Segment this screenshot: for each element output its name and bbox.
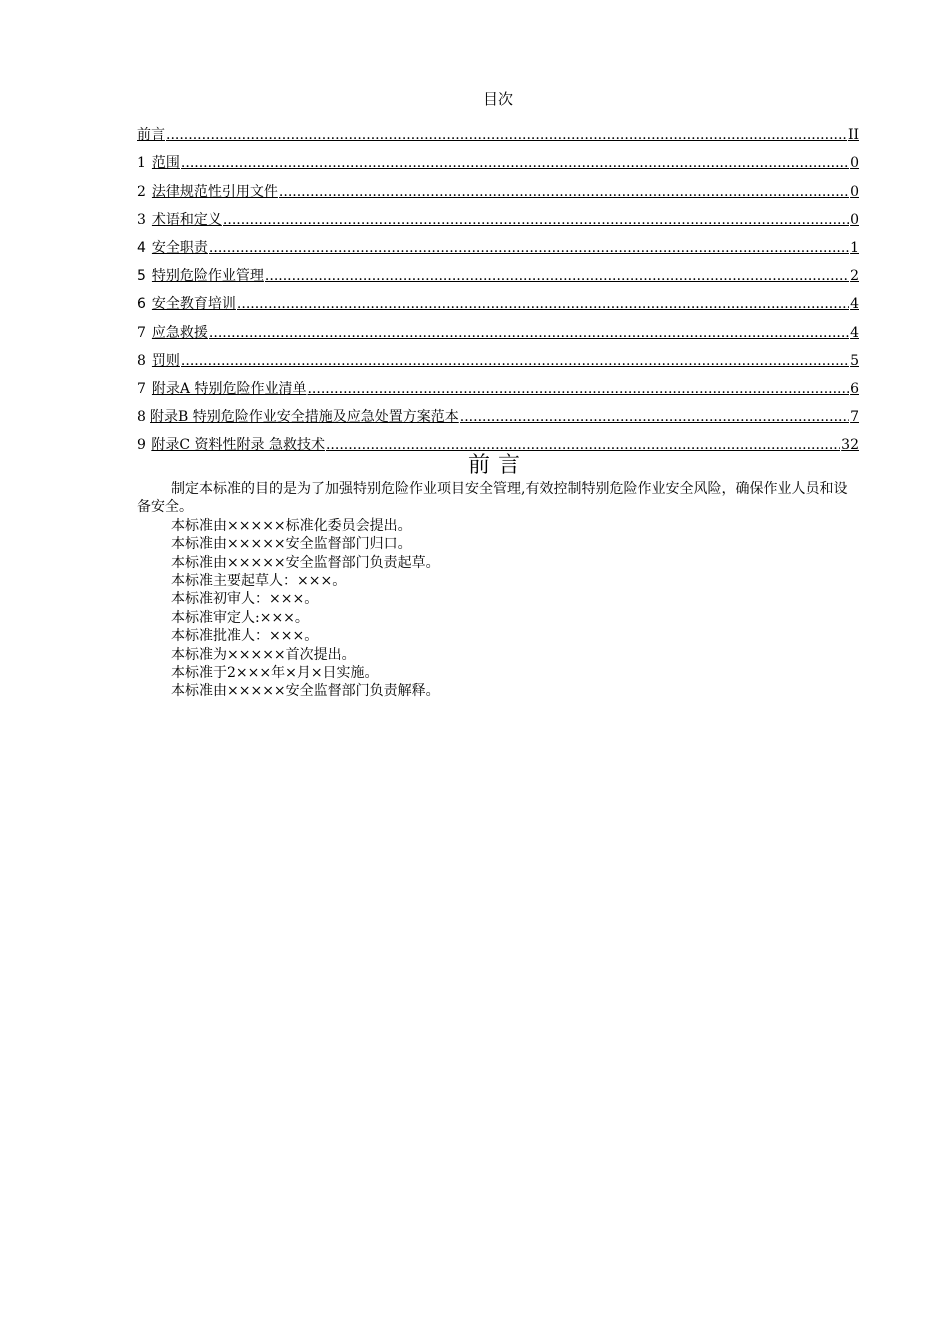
- toc-entry-number: 7: [137, 380, 146, 397]
- foreword-paragraph: 本标准主要起草人：×××。: [171, 573, 347, 590]
- toc-entry-number: 9: [137, 437, 146, 454]
- toc-entry-label: 特别危险作业管理: [151, 268, 264, 285]
- foreword-paragraph: 本标准初审人：×××。: [171, 591, 319, 608]
- foreword-paragraph: 本标准为×××××首次提出。: [171, 646, 356, 663]
- toc-entry-page: 4: [850, 324, 859, 341]
- foreword-paragraph: 本标准于2×××年×月×日实施。: [171, 665, 379, 682]
- foreword-paragraph: 本标准由×××××安全监督部门归口。: [171, 536, 412, 553]
- toc-entry-appendix-b[interactable]: [137, 398, 859, 426]
- toc-entry-emergency-rescue[interactable]: [137, 313, 859, 341]
- foreword-body: [137, 480, 859, 701]
- toc-entry-page: 7: [850, 409, 859, 426]
- toc-leader-dots: [209, 324, 849, 342]
- toc-entry-label: 术语和定义: [151, 211, 222, 228]
- foreword-paragraph: 本标准由×××××安全监督部门负责起草。: [171, 554, 440, 571]
- toc-entry-foreword[interactable]: [137, 116, 859, 144]
- toc-entry-label: 法律规范性引用文件: [151, 183, 278, 200]
- toc-entry-label: 附录B 特别危险作业安全措施及应急处置方案范本: [150, 409, 459, 426]
- toc-leader-dots: [223, 211, 849, 229]
- toc-entry-page: 2: [850, 268, 859, 285]
- toc-leader-dots: [307, 380, 849, 398]
- toc-leader-dots: [460, 408, 849, 426]
- toc-leader-dots: [166, 126, 847, 144]
- toc-entry-label: 范围: [151, 155, 180, 172]
- toc-entry-number: 5: [137, 268, 146, 285]
- foreword-paragraph: 制定本标准的目的是为了加强特别危险作业项目安全管理,有效控制特别危险作业安全风险，确保作业人员和设备安全。: [137, 481, 848, 516]
- foreword-paragraph: 本标准由×××××安全监督部门负责解释。: [171, 683, 440, 700]
- table-of-contents: [137, 116, 859, 454]
- toc-entry-label: 前言: [137, 127, 165, 144]
- toc-entry-page: 5: [850, 352, 859, 369]
- toc-entry-label: 附录C 资料性附录 急救技术: [151, 437, 325, 454]
- toc-entry-page: 1: [850, 239, 859, 256]
- toc-leader-dots: [265, 267, 849, 285]
- toc-entry-label: 安全教育培训: [151, 296, 236, 313]
- toc-entry-label: 安全职责: [151, 239, 208, 256]
- toc-entry-page: II: [847, 127, 859, 144]
- toc-entry-dangerous-work[interactable]: [137, 257, 859, 285]
- toc-entry-page: 0: [850, 155, 859, 172]
- toc-entry-references[interactable]: [137, 172, 859, 200]
- toc-entry-appendix-a[interactable]: [137, 370, 859, 398]
- toc-entry-page: 32: [841, 437, 859, 454]
- toc-entry-terms[interactable]: [137, 201, 859, 229]
- toc-entry-number: 7: [137, 324, 146, 341]
- toc-entry-label: 应急救援: [151, 324, 208, 341]
- toc-entry-number: 8: [137, 409, 146, 426]
- toc-title: 目次: [482, 90, 513, 108]
- foreword-paragraph: 本标准审定人:×××。: [171, 609, 309, 626]
- toc-entry-training[interactable]: [137, 285, 859, 313]
- toc-entry-safety-duties[interactable]: [137, 229, 859, 257]
- toc-leader-dots: [209, 239, 849, 257]
- toc-entry-number: 8: [137, 352, 146, 369]
- toc-entry-page: 0: [850, 183, 859, 200]
- toc-leader-dots: [279, 183, 849, 201]
- toc-entry-number: 2: [137, 183, 146, 200]
- toc-entry-label: 附录A 特别危险作业清单: [151, 380, 307, 397]
- toc-leader-dots: [181, 352, 849, 370]
- toc-leader-dots: [237, 295, 849, 313]
- foreword-paragraph: 本标准批准人：×××。: [171, 628, 319, 645]
- toc-entry-label: 罚则: [151, 352, 180, 369]
- toc-entry-page: 0: [850, 211, 859, 228]
- toc-entry-page: 4: [850, 296, 859, 313]
- toc-entry-page: 6: [850, 380, 859, 397]
- toc-entry-appendix-c[interactable]: [137, 426, 859, 454]
- toc-leader-dots: [181, 154, 849, 172]
- toc-entry-number: 1: [137, 155, 146, 172]
- toc-entry-number: 3: [137, 211, 146, 228]
- toc-entry-number: 4: [137, 239, 146, 256]
- toc-entry-number: 6: [137, 296, 146, 313]
- foreword-paragraph: 本标准由×××××标准化委员会提出。: [171, 517, 412, 534]
- toc-entry-penalties[interactable]: [137, 342, 859, 370]
- foreword-title: 前言: [467, 453, 528, 478]
- toc-entry-scope[interactable]: [137, 144, 859, 172]
